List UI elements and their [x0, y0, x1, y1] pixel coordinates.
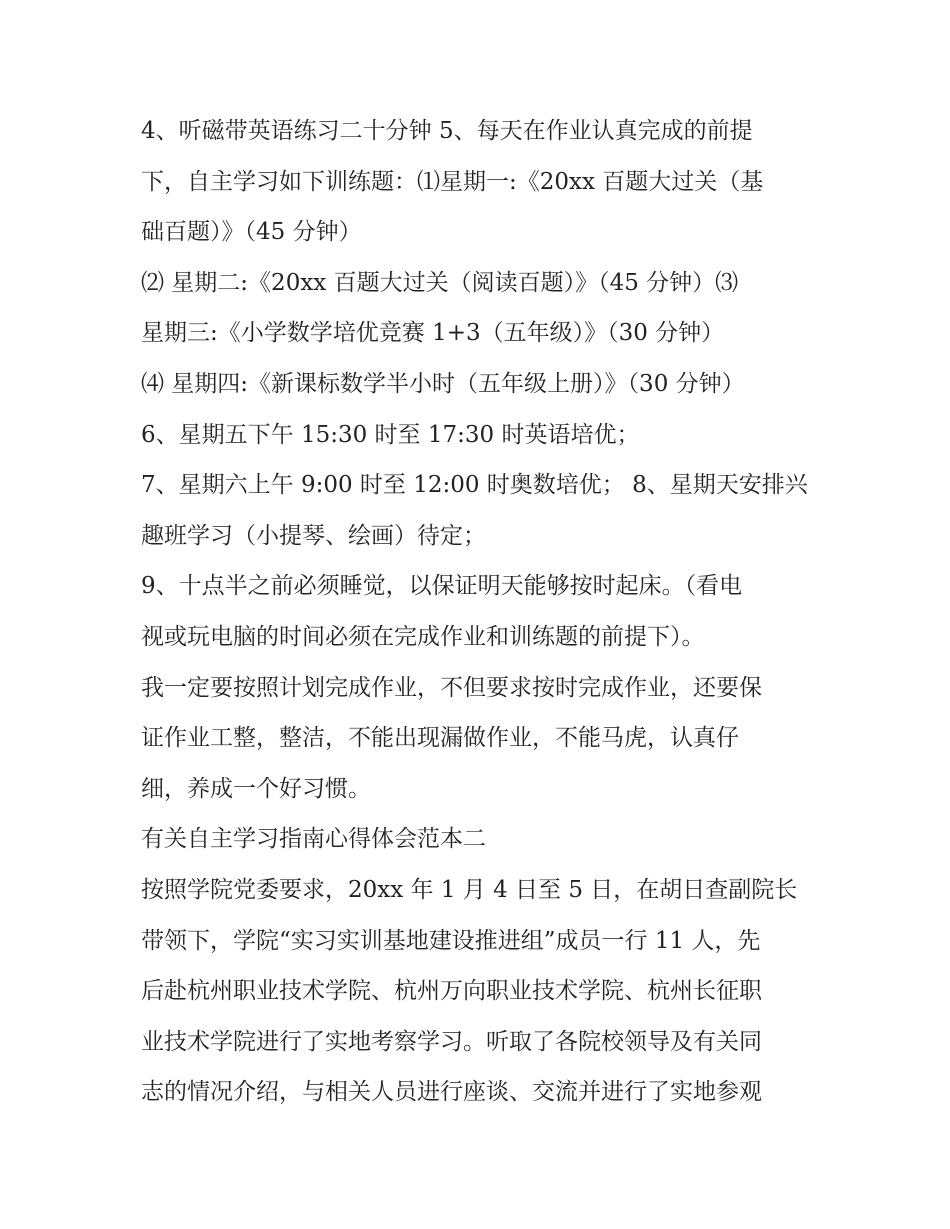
text-line: 后赴杭州职业技术学院、杭州万向职业技术学院、杭州长征职	[141, 978, 762, 1005]
text-line: 业技术学院进行了实地考察学习。听取了各院校领导及有关同	[141, 1028, 762, 1055]
text-line: ⑷ 星期四:《新课标数学半小时（五年级上册）》（30 分钟）	[141, 370, 745, 397]
text-line: 带领下，学院“实习实训基地建设推进组”成员一行 11 人，先	[141, 927, 761, 954]
text-line: 细，养成一个好习惯。	[141, 775, 371, 802]
section-heading: 有关自主学习指南心得体会范本二	[141, 826, 486, 853]
text-line: 志的情况介绍，与相关人员进行座谈、交流并进行了实地参观	[141, 1079, 762, 1106]
text-line: 6、星期五下午 15:30 时至 17:30 时英语培优；	[141, 421, 640, 448]
text-line: 我一定要按照计划完成作业，不但要求按时完成作业，还要保	[141, 674, 762, 701]
text-line: 按照学院党委要求，20xx 年 1 月 4 日至 5 日，在胡日查副院长	[141, 876, 798, 903]
text-line: 7、星期六上午 9:00 时至 12:00 时奥数培优； 8、星期天安排兴	[141, 472, 808, 499]
text-line: 星期三:《小学数学培优竞赛 1+3（五年级）》（30 分钟）	[141, 320, 725, 347]
text-line: ⑵ 星期二:《20xx 百题大过关（阅读百题）》（45 分钟）⑶	[141, 269, 739, 296]
text-line: 下，自主学习如下训练题：⑴星期一:《20xx 百题大过关（基	[141, 168, 764, 195]
text-line: 趣班学习（小提琴、绘画）待定；	[141, 522, 486, 549]
text-line: 础百题）》（45 分钟）	[141, 219, 362, 246]
text-line: 证作业工整，整洁，不能出现漏做作业，不能马虎，认真仔	[141, 725, 739, 752]
text-line: 9、十点半之前必须睡觉，以保证明天能够按时起床。（看电	[141, 573, 743, 600]
text-line: 视或玩电脑的时间必须在完成作业和训练题的前提下）。	[141, 623, 705, 650]
text-line: 4、听磁带英语练习二十分钟 5、每天在作业认真完成的前提	[141, 118, 753, 144]
document-body	[141, 106, 821, 1118]
